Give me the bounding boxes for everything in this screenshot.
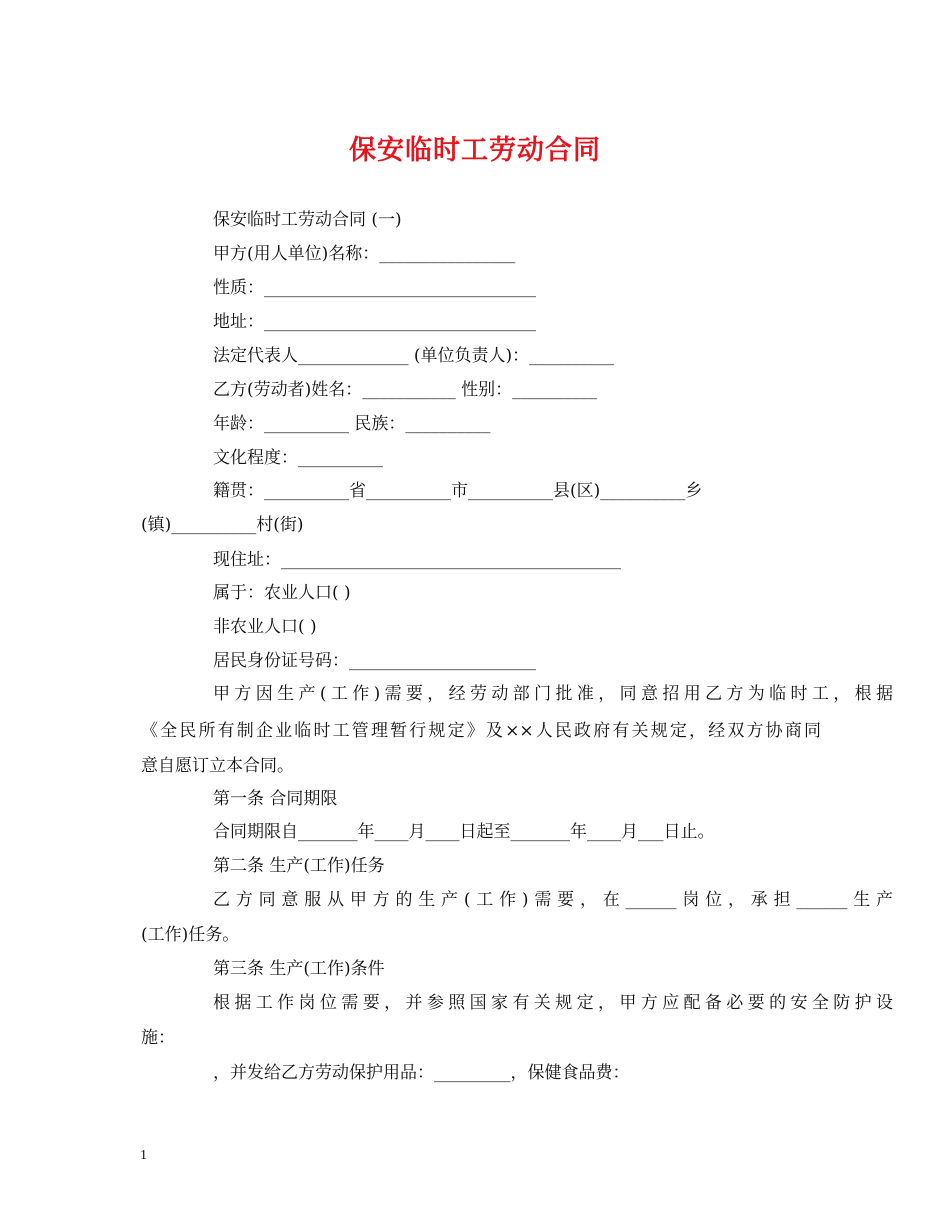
doc-line: 性质：________________________________ xyxy=(213,278,536,298)
doc-line: 根据工作岗位需要，并参照国家有关规定，甲方应配备必要的安全防护设 xyxy=(213,993,893,1013)
section-heading: 第三条 生产(工作)条件 xyxy=(213,959,385,979)
doc-line: 意自愿订立本合同。 xyxy=(141,756,294,776)
doc-line: 年龄：__________ 民族：__________ xyxy=(213,414,491,434)
section-heading: 第二条 生产(工作)任务 xyxy=(213,856,385,876)
doc-line: 保安临时工劳动合同 (一) xyxy=(213,210,402,230)
doc-line: 乙方(劳动者)姓名：___________ 性别：__________ xyxy=(213,380,598,400)
doc-line: 文化程度：__________ xyxy=(213,448,383,468)
doc-line: 甲方(用人单位)名称：________________ xyxy=(213,244,516,264)
doc-line: 施： xyxy=(141,1028,175,1048)
doc-line: 乙方同意服从甲方的生产(工作)需要，在______岗位，承担______生产 xyxy=(213,890,893,910)
doc-line: 地址：________________________________ xyxy=(213,312,536,332)
doc-line: 属于：农业人口( ) xyxy=(213,583,351,603)
doc-line: 籍贯：__________省__________市__________县(区)__________乡 xyxy=(213,481,703,501)
doc-line: 现住址：________________________________________ xyxy=(213,550,621,570)
doc-line: 法定代表人_____________ (单位负责人)：__________ xyxy=(213,346,615,366)
page-number: 1 xyxy=(140,1148,147,1163)
doc-line: ，并发给乙方劳动保护用品：_________，保健食品费： xyxy=(213,1063,630,1083)
section-heading: 第一条 合同期限 xyxy=(213,789,338,809)
doc-line: 居民身份证号码：______________________ xyxy=(213,651,536,671)
doc-line: (工作)任务。 xyxy=(141,925,240,945)
doc-line: 非农业人口( ) xyxy=(213,617,317,637)
doc-line: 合同期限自_______年____月____日起至_______年____月___日止。 xyxy=(213,822,715,842)
doc-line: 《全民所有制企业临时工管理暂行规定》及××人民政府有关规定，经双方协商同 xyxy=(141,721,821,741)
page-title: 保安临时工劳动合同 xyxy=(349,135,601,166)
doc-line: 甲方因生产(工作)需要，经劳动部门批准，同意招用乙方为临时工，根据 xyxy=(213,684,893,704)
doc-line: (镇)__________村(街) xyxy=(141,515,304,535)
